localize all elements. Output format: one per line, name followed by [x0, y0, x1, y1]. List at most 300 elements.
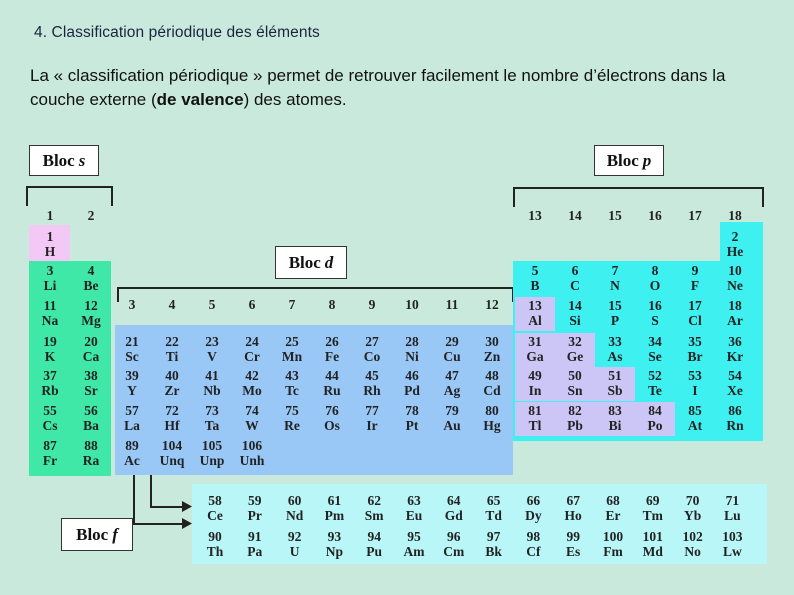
element-symbol: W — [245, 418, 259, 433]
element-V — [192, 334, 232, 364]
element-Cu — [432, 334, 472, 364]
atomic-number: 11 — [43, 298, 57, 313]
group-number-10: 10 — [405, 297, 419, 312]
element-symbol: Md — [642, 544, 663, 559]
element-B — [515, 263, 555, 293]
atomic-number: 30 — [485, 334, 499, 349]
atomic-number: 6 — [571, 263, 579, 278]
atomic-number: 41 — [205, 368, 219, 383]
element-Sb — [595, 368, 635, 398]
element-Pr — [235, 493, 275, 523]
element-Ca — [71, 334, 111, 364]
atomic-number: 51 — [608, 368, 622, 383]
atomic-number: 23 — [205, 334, 219, 349]
element-symbol: Cm — [443, 544, 465, 559]
atomic-number: 31 — [528, 334, 542, 349]
element-At — [675, 403, 715, 433]
element-Zr — [152, 368, 192, 398]
element-Ag — [432, 368, 472, 398]
atomic-number: 34 — [648, 334, 662, 349]
element-Yb — [673, 493, 713, 523]
atomic-number: 88 — [84, 438, 98, 453]
atomic-number: 73 — [205, 403, 219, 418]
element-Unp — [192, 438, 232, 468]
element-symbol: Dy — [525, 508, 542, 523]
element-symbol: Rb — [41, 383, 59, 398]
element-Sc — [112, 334, 152, 364]
element-symbol: C — [570, 278, 580, 293]
element-Se — [635, 334, 675, 364]
atomic-number: 89 — [125, 438, 139, 453]
element-Ni — [392, 334, 432, 364]
atomic-number: 50 — [568, 368, 582, 383]
group-number-1: 1 — [46, 208, 54, 223]
atomic-number: 20 — [84, 334, 98, 349]
element-symbol: Er — [605, 508, 621, 523]
element-symbol: Cs — [42, 418, 58, 433]
atomic-number: 77 — [365, 403, 379, 418]
element-Sr — [71, 368, 111, 398]
intro-paragraph — [30, 64, 750, 112]
atomic-number: 83 — [608, 403, 622, 418]
element-symbol: Unq — [159, 453, 185, 468]
bracket-p-right — [762, 187, 764, 207]
element-symbol: No — [684, 544, 701, 559]
element-symbol: Li — [43, 278, 57, 293]
bracket-s-left — [26, 186, 28, 206]
element-symbol: Ni — [405, 349, 419, 364]
atomic-number: 78 — [405, 403, 419, 418]
element-Hg — [472, 403, 512, 433]
element-symbol: As — [607, 349, 623, 364]
bracket-s — [26, 186, 112, 188]
element-symbol: Pu — [366, 544, 383, 559]
atomic-number: 79 — [445, 403, 459, 418]
atomic-number: 14 — [568, 298, 582, 313]
element-C — [555, 263, 595, 293]
atomic-number: 13 — [528, 298, 542, 313]
atomic-number: 71 — [725, 493, 740, 508]
element-symbol: Cf — [526, 544, 541, 559]
element-H — [30, 229, 70, 259]
element-Cs — [30, 403, 70, 433]
element-symbol: I — [692, 383, 698, 398]
group-number-18: 18 — [728, 208, 742, 223]
element-symbol: Po — [647, 418, 663, 433]
element-symbol: Zn — [483, 349, 501, 364]
element-Bi — [595, 403, 635, 433]
atomic-number: 53 — [688, 368, 702, 383]
element-Kr — [715, 334, 755, 364]
element-Al — [515, 298, 555, 328]
element-Unq — [152, 438, 192, 468]
atomic-number: 18 — [728, 298, 742, 313]
atomic-number: 4 — [87, 263, 95, 278]
element-symbol: O — [649, 278, 661, 293]
atomic-number: 55 — [43, 403, 57, 418]
element-Zn — [472, 334, 512, 364]
atomic-number: 95 — [407, 529, 421, 544]
element-Cf — [513, 529, 553, 559]
element-Si — [555, 298, 595, 328]
element-symbol: Yb — [683, 508, 702, 523]
element-Tc — [272, 368, 312, 398]
element-Td — [474, 493, 514, 523]
atomic-number: 38 — [84, 368, 98, 383]
element-Br — [675, 334, 715, 364]
element-Bk — [474, 529, 514, 559]
atomic-number: 94 — [367, 529, 381, 544]
element-symbol: P — [610, 313, 620, 328]
element-Co — [352, 334, 392, 364]
element-Ac — [112, 438, 152, 468]
bloc-d-label — [275, 246, 347, 279]
element-Sn — [555, 368, 595, 398]
atomic-number: 67 — [566, 493, 580, 508]
atomic-number: 60 — [287, 493, 302, 508]
atomic-number: 103 — [722, 529, 743, 544]
element-symbol: Pr — [247, 508, 262, 523]
element-Cm — [434, 529, 474, 559]
element-symbol: Fe — [324, 349, 340, 364]
element-symbol: Cl — [688, 313, 702, 328]
element-symbol: Ba — [83, 418, 99, 433]
atomic-number: 91 — [248, 529, 262, 544]
bloc-s-label — [29, 145, 99, 176]
element-Nd — [275, 493, 315, 523]
element-Np — [314, 529, 354, 559]
element-P — [595, 298, 635, 328]
element-symbol: Ge — [566, 349, 584, 364]
element-symbol: Unp — [199, 453, 225, 468]
element-Pm — [314, 493, 354, 523]
element-symbol: Mn — [281, 349, 303, 364]
intro-text-2: ) des atomes. — [243, 90, 347, 109]
atomic-number: 1 — [46, 229, 54, 244]
element-Rh — [352, 368, 392, 398]
element-symbol: Nd — [285, 508, 304, 523]
bloc-p-label — [594, 145, 664, 176]
element-symbol: Ac — [124, 453, 140, 468]
atomic-number: 26 — [325, 334, 339, 349]
atomic-number: 81 — [528, 403, 542, 418]
element-symbol: Br — [687, 349, 703, 364]
element-He — [715, 229, 755, 259]
atomic-number: 12 — [84, 298, 98, 313]
atomic-number: 99 — [566, 529, 580, 544]
atomic-number: 8 — [651, 263, 659, 278]
element-symbol: Tc — [285, 383, 299, 398]
group-number-3: 3 — [128, 297, 136, 312]
element-symbol: Ta — [204, 418, 220, 433]
atomic-number: 29 — [445, 334, 459, 349]
bloc-p-letter: p — [642, 150, 652, 170]
group-number-14: 14 — [568, 208, 582, 223]
atomic-number: 74 — [245, 403, 259, 418]
slide-title: 4. Classification périodique des éléments — [34, 24, 320, 41]
element-symbol: Rn — [726, 418, 744, 433]
atomic-number: 75 — [285, 403, 299, 418]
atomic-number: 32 — [568, 334, 582, 349]
element-symbol: Be — [83, 278, 99, 293]
atomic-number: 61 — [327, 493, 342, 508]
atomic-number: 21 — [125, 334, 139, 349]
intro-text-1: La « classification périodique » permet de retrouver facilement le nombre d’électrons dans la couche externe ( — [30, 66, 726, 109]
atomic-number: 19 — [43, 334, 57, 349]
atomic-number: 101 — [642, 529, 663, 544]
atomic-number: 63 — [407, 493, 421, 508]
element-symbol: Bk — [485, 544, 502, 559]
group-number-4: 4 — [168, 297, 176, 312]
atomic-number: 68 — [606, 493, 620, 508]
element-Ta — [192, 403, 232, 433]
element-symbol: Am — [403, 544, 425, 559]
element-symbol: Ra — [82, 453, 100, 468]
element-symbol: Tm — [642, 508, 663, 523]
element-Ne — [715, 263, 755, 293]
element-Pt — [392, 403, 432, 433]
atomic-number: 9 — [691, 263, 699, 278]
atomic-number: 37 — [43, 368, 57, 383]
element-symbol: Y — [127, 383, 137, 398]
element-Ge — [555, 334, 595, 364]
element-symbol: Sb — [607, 383, 623, 398]
element-symbol: Pd — [404, 383, 420, 398]
element-N — [595, 263, 635, 293]
bloc-f-label — [61, 518, 133, 551]
element-Pd — [392, 368, 432, 398]
atomic-number: 70 — [685, 493, 700, 508]
element-Mo — [232, 368, 272, 398]
element-In — [515, 368, 555, 398]
atomic-number: 102 — [682, 529, 703, 544]
element-Y — [112, 368, 152, 398]
element-symbol: Rh — [363, 383, 381, 398]
arrow-ac-line-v — [150, 472, 152, 507]
element-symbol: Hf — [164, 418, 180, 433]
element-Pa — [235, 529, 275, 559]
element-Er — [593, 493, 633, 523]
element-Fm — [593, 529, 633, 559]
element-symbol: Nb — [203, 383, 221, 398]
element-symbol: Ga — [526, 349, 544, 364]
element-Lu — [712, 493, 752, 523]
element-symbol: Ne — [727, 278, 743, 293]
element-symbol: Sm — [364, 508, 384, 523]
element-symbol: Np — [325, 544, 344, 559]
element-Th — [195, 529, 235, 559]
atomic-number: 35 — [688, 334, 702, 349]
element-symbol: Cu — [443, 349, 461, 364]
element-Ru — [312, 368, 352, 398]
atomic-number: 52 — [648, 368, 662, 383]
element-Ti — [152, 334, 192, 364]
element-symbol: H — [44, 244, 56, 259]
element-S — [635, 298, 675, 328]
element-Be — [71, 263, 111, 293]
element-Pu — [354, 529, 394, 559]
atomic-number: 44 — [325, 368, 339, 383]
atomic-number: 82 — [568, 403, 582, 418]
element-symbol: Ca — [82, 349, 100, 364]
group-number-13: 13 — [528, 208, 542, 223]
atomic-number: 22 — [165, 334, 179, 349]
element-Unh — [232, 438, 272, 468]
element-Cd — [472, 368, 512, 398]
element-symbol: Cd — [483, 383, 501, 398]
bracket-p-left — [513, 187, 515, 207]
element-symbol: Na — [41, 313, 59, 328]
atomic-number: 39 — [125, 368, 139, 383]
bloc-p-word: Bloc — [606, 150, 639, 170]
atomic-number: 15 — [608, 298, 622, 313]
element-symbol: Sr — [84, 383, 98, 398]
group-number-5: 5 — [208, 297, 216, 312]
atomic-number: 5 — [531, 263, 539, 278]
intro-bold-text: de valence — [156, 90, 244, 109]
atomic-number: 80 — [485, 403, 499, 418]
atomic-number: 84 — [648, 403, 662, 418]
element-symbol: He — [726, 244, 744, 259]
element-symbol: Se — [648, 349, 662, 364]
element-Te — [635, 368, 675, 398]
element-Dy — [513, 493, 553, 523]
element-Gd — [434, 493, 474, 523]
element-As — [595, 334, 635, 364]
atomic-number: 66 — [526, 493, 541, 508]
atomic-number: 7 — [611, 263, 619, 278]
atomic-number: 54 — [728, 368, 742, 383]
element-symbol: Si — [569, 313, 581, 328]
arrow-la-line-h — [133, 523, 185, 525]
atomic-number: 49 — [528, 368, 542, 383]
element-symbol: Gd — [444, 508, 463, 523]
element-symbol: K — [44, 349, 56, 364]
element-symbol: Es — [566, 544, 581, 559]
element-Mg — [71, 298, 111, 328]
element-symbol: Pa — [247, 544, 263, 559]
element-symbol: Xe — [727, 383, 743, 398]
element-symbol: B — [530, 278, 540, 293]
atomic-number: 27 — [365, 334, 379, 349]
element-symbol: Th — [206, 544, 224, 559]
group-number-2: 2 — [87, 208, 95, 223]
atomic-number: 65 — [486, 493, 501, 508]
element-Rb — [30, 368, 70, 398]
group-number-17: 17 — [688, 208, 702, 223]
atomic-number: 59 — [248, 493, 262, 508]
atomic-number: 85 — [688, 403, 702, 418]
element-Tm — [633, 493, 673, 523]
element-Fr — [30, 438, 70, 468]
element-Cr — [232, 334, 272, 364]
element-symbol: La — [124, 418, 140, 433]
element-symbol: Pm — [324, 508, 345, 523]
element-symbol: Lu — [724, 508, 741, 523]
element-Nb — [192, 368, 232, 398]
group-number-8: 8 — [328, 297, 336, 312]
element-symbol: Te — [648, 383, 662, 398]
atomic-number: 17 — [688, 298, 702, 313]
element-symbol: Ar — [727, 313, 743, 328]
atomic-number: 97 — [486, 529, 501, 544]
element-symbol: Ce — [207, 508, 223, 523]
element-symbol: F — [690, 278, 700, 293]
element-symbol: Au — [443, 418, 461, 433]
element-symbol: N — [610, 278, 620, 293]
element-symbol: Co — [363, 349, 381, 364]
element-W — [232, 403, 272, 433]
element-symbol: Cr — [244, 349, 260, 364]
element-Xe — [715, 368, 755, 398]
atomic-number: 58 — [208, 493, 222, 508]
atomic-number: 10 — [728, 263, 742, 278]
element-symbol: Pt — [405, 418, 419, 433]
element-symbol: Sn — [567, 383, 583, 398]
atomic-number: 86 — [728, 403, 742, 418]
element-Na — [30, 298, 70, 328]
element-symbol: Fr — [42, 453, 58, 468]
element-Pb — [555, 403, 595, 433]
element-symbol: Ir — [366, 418, 378, 433]
atomic-number: 42 — [245, 368, 259, 383]
element-Md — [633, 529, 673, 559]
element-Ra — [71, 438, 111, 468]
element-Ho — [553, 493, 593, 523]
element-symbol: Sc — [125, 349, 139, 364]
bloc-f-letter: f — [112, 524, 118, 544]
element-symbol: At — [687, 418, 703, 433]
atomic-number: 106 — [241, 438, 263, 453]
element-symbol: Fm — [603, 544, 623, 559]
element-Li — [30, 263, 70, 293]
element-symbol: Bi — [608, 418, 622, 433]
atomic-number: 3 — [46, 263, 54, 278]
bloc-d-letter: d — [324, 252, 334, 272]
element-symbol: Ag — [443, 383, 461, 398]
arrow-ac-line-h — [150, 506, 185, 508]
element-Mn — [272, 334, 312, 364]
element-I — [675, 368, 715, 398]
group-number-7: 7 — [288, 297, 296, 312]
atomic-number: 25 — [285, 334, 299, 349]
group-number-9: 9 — [368, 297, 376, 312]
element-Ar — [715, 298, 755, 328]
atomic-number: 16 — [648, 298, 662, 313]
element-F — [675, 263, 715, 293]
bloc-s-letter: s — [78, 150, 86, 170]
element-symbol: Hg — [483, 418, 501, 433]
element-Fe — [312, 334, 352, 364]
bloc-d-word: Bloc — [288, 252, 321, 272]
element-La — [112, 403, 152, 433]
bracket-s-right — [111, 186, 113, 206]
atomic-number: 76 — [325, 403, 339, 418]
element-Hf — [152, 403, 192, 433]
atomic-number: 98 — [526, 529, 541, 544]
element-Rn — [715, 403, 755, 433]
element-symbol: Al — [528, 313, 542, 328]
element-symbol: Zr — [164, 383, 180, 398]
atomic-number: 93 — [327, 529, 342, 544]
element-U — [275, 529, 315, 559]
element-Tl — [515, 403, 555, 433]
bloc-s-word: Bloc — [42, 150, 75, 170]
element-Ir — [352, 403, 392, 433]
atomic-number: 24 — [245, 334, 259, 349]
element-symbol: Ru — [323, 383, 341, 398]
element-symbol: Kr — [726, 349, 744, 364]
